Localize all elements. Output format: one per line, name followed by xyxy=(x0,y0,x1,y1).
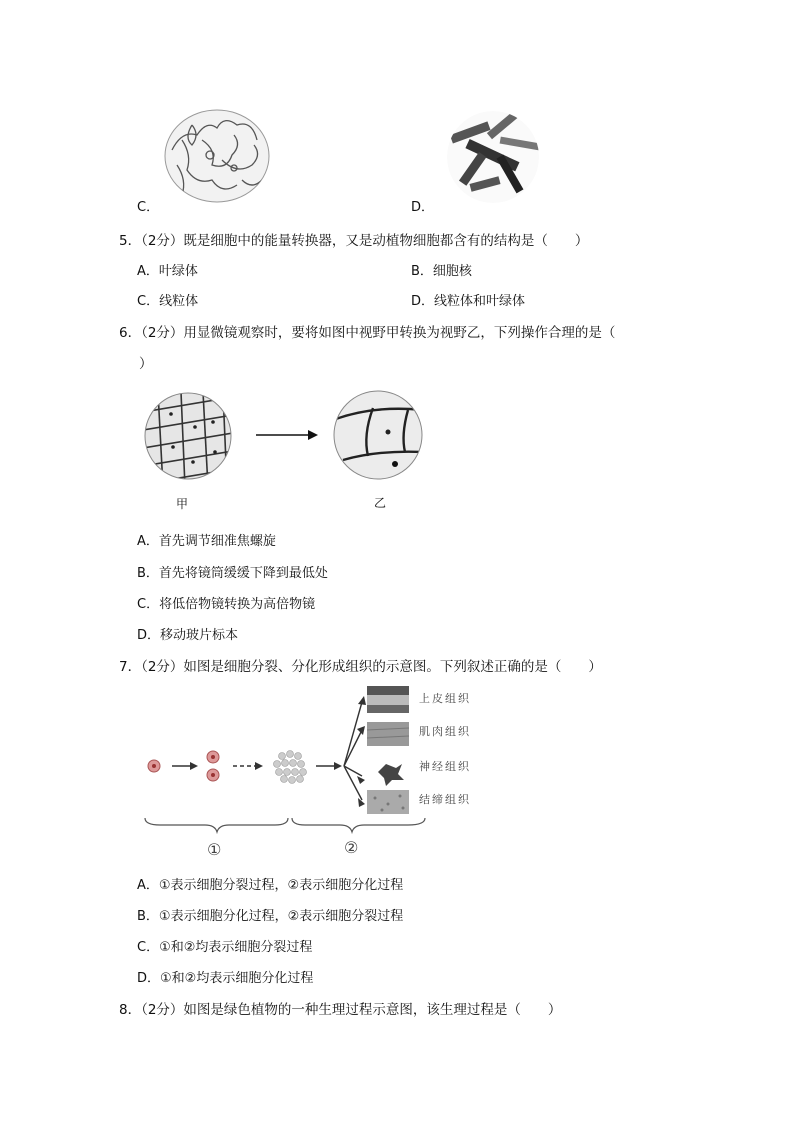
q7-option-b[interactable]: B．①表示细胞分化过程，②表示细胞分裂过程 xyxy=(137,909,404,924)
label-jia: 甲 xyxy=(176,497,189,511)
cell-differentiation-diagram xyxy=(140,680,440,830)
q5-option-a[interactable]: A．叶绿体 xyxy=(137,264,198,279)
q6-option-d[interactable]: D．移动玻片标本 xyxy=(137,628,239,643)
q8-stem: 8．（2分）如图是绿色植物的一种生理过程示意图，该生理过程是（ ） xyxy=(119,1002,562,1018)
option-d-label: D． xyxy=(411,200,435,215)
arrow-jia-to-yi xyxy=(256,429,318,441)
tissue-label-connective: 结缔组织 xyxy=(419,793,471,806)
q5-option-c[interactable]: C．线粒体 xyxy=(137,294,199,309)
q6-option-b[interactable]: B．首先将镜筒缓缓下降到最低处 xyxy=(137,566,328,581)
tissue-label-nerve: 神经组织 xyxy=(419,760,471,773)
label-yi: 乙 xyxy=(374,496,387,510)
q5-option-d[interactable]: D．线粒体和叶绿体 xyxy=(411,294,526,309)
field-yi-micrograph xyxy=(333,390,423,480)
option-c-micrograph xyxy=(162,110,272,202)
q5-stem: 5．（2分）既是细胞中的能量转换器，又是动植物细胞都含有的结构是（ ） xyxy=(119,233,589,249)
q5-option-b[interactable]: B．细胞核 xyxy=(411,264,472,279)
marker-1: ① xyxy=(207,840,222,859)
tissue-label-muscle: 肌肉组织 xyxy=(419,725,471,738)
q6-stem-line1: 6．（2分）用显微镜观察时，要将如图中视野甲转换为视野乙，下列操作合理的是（ xyxy=(119,325,616,341)
q7-option-d[interactable]: D．①和②均表示细胞分化过程 xyxy=(137,971,314,986)
field-jia-micrograph xyxy=(143,392,233,480)
tissue-label-epithelial: 上皮组织 xyxy=(419,692,471,705)
marker-2: ② xyxy=(344,838,359,857)
q7-stem: 7．（2分）如图是细胞分裂、分化形成组织的示意图。下列叙述正确的是（ ） xyxy=(119,659,602,675)
q6-option-a[interactable]: A．首先调节细准焦螺旋 xyxy=(137,534,276,549)
option-c-label: C． xyxy=(137,200,160,215)
q6-option-c[interactable]: C．将低倍物镜转换为高倍物镜 xyxy=(137,597,316,612)
q6-stem-line2: ） xyxy=(139,356,153,372)
q7-option-a[interactable]: A．①表示细胞分裂过程，②表示细胞分化过程 xyxy=(137,878,404,893)
option-d-micrograph xyxy=(445,110,541,204)
q7-option-c[interactable]: C．①和②均表示细胞分裂过程 xyxy=(137,940,313,955)
